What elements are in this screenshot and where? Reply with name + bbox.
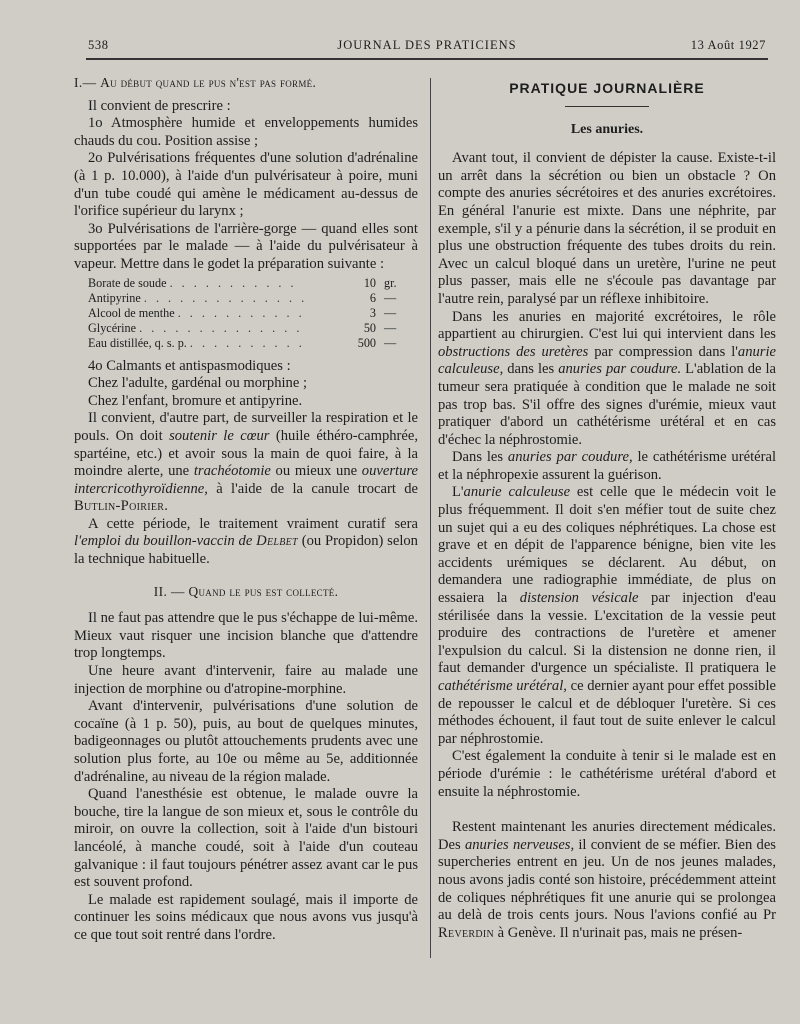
journal-title: JOURNAL DES PRATICIENS [337,38,517,52]
italic-run: anurie calculeuse [463,484,571,501]
text-run: à Genève. Il n'urinait pas, mais ne présen- [494,924,743,941]
paragraph: Une heure avant d'intervenir, faire au malade une injection de morphine ou d'atropine-morphine. [74,663,418,697]
paragraph [74,410,418,516]
recipe-qty: 10 [363,275,376,290]
page-header [88,38,766,60]
ingredient-name: Borate de soude [88,275,167,290]
page-number: 538 [88,38,109,52]
leader-dots: . . . . . . . . . . . [177,305,305,320]
section-1-number: I.— [74,75,101,90]
smallcaps-run: Butlin-Poirier. [74,498,169,515]
recipe-row [88,336,406,351]
ingredient-name: Glycérine [88,321,137,336]
recipe-ingredient [88,336,342,351]
section-2-number: II. — [153,583,189,599]
recipe-qty: 3 [369,305,376,320]
text-run: Il convient, d'autre part, de surveiller la respiration et le pouls. On doit [74,410,418,444]
article-title: Les anuries. [570,121,644,137]
paragraph: Il convient de prescrire : [88,97,231,114]
text-run: dans les [503,361,559,378]
text-run: à l'aide de la canule trocart de [207,480,418,497]
text-run: Restent maintenant les anuries directement médicales. Des [438,819,776,853]
text-run: (huile éthéro-camphrée, spartéine, etc.) et avoir sous la main de quoi faire, à la moindre alerte, une [74,427,419,480]
italic-run: obstructions des uretères [438,343,589,360]
italic-run [74,533,298,549]
paragraph [438,449,776,484]
leader-dots: . . . . . . . . . . [189,336,305,351]
text-run: ce dernier ayant pour effet possible de repousser le calcul et de débloquer l'uretère. Si ces méthodes échouent, il faut tout de suite enlever le calcul par néphrostomie. [438,678,776,747]
section-1-heading [74,74,418,92]
italic-run: trachéotomie [193,463,271,480]
text-run: Dans les [452,449,508,466]
paragraph: 2o Pulvérisations fréquentes d'une solution d'adrénaline (à 1 p. 10.000), à l'aide d'un pulvérisateur à poire, muni d'un tube coudé qui amène le médicament au-dessus de l'orifice supérieur du larynx ; [74,150,418,220]
paragraph: Quand l'anesthésie est obtenue, le malade ouvre la bouche, tire la langue de son mieux et, sous le contrôle du miroir, on ouvre la collection, soit à l'aide d'un bistouri lancéolé, à manche coudé, soit à l'aide d'un couteau galvanique : il faut toujours pénétrer assez avant car le pus est souvent profond. [74,786,418,891]
text-run: est celle que le médecin voit le plus fréquemment. Il doit s'en méfier tout de suite chez un sujet qui a eu des coliques néphrétiques. La chose est grave et en dépit de l'apparence bénigne, bien vite les accidents urémiques se déclarent. Au début, on demandera une radiographie immédiate, de plus on essaiera la [438,484,777,607]
leader-dots: . . . . . . . . . . . . . . [139,321,303,336]
paragraph: Il ne faut pas attendre que le pus s'échappe de lui-même. Mieux vaut risquer une incision blanche que d'attendre trop longtemps. [74,610,418,662]
italic-run: cathétérisme urétéral, [438,678,567,694]
text-run: L' [452,484,464,501]
recipe-ingredient [88,321,342,336]
text-run: Dans les anuries en majorité excrétoires, le rôle appartient au chirurgien. C'est lui qui intervient dans les [438,308,776,343]
text-run: par injection d'eau stérilisée dans la vessie. L'excitation de la vessie peut produire des contractions de l'uretère et amener l'expulsion du calcul. Si la distension ne donne rien, il faut demander d'urgence un spécialiste. Il pratiquera le [438,590,776,677]
smallcaps-run: Reverdin [438,924,495,941]
italic-run: anuries nerveuses, [464,836,575,853]
text-run: ou mieux une [270,463,362,480]
text-run: il convient de se méfier. Bien des supercheries entrent en jeu. Un de nos jeunes malades, nous avons jadis conté son histoire, précédemment atteint de coliques néphrétiques fit une anurie qui se prolongea au delà de trois cents jours. Nous l'avions confié au Pr [438,836,776,924]
paragraph: C'est également la conduite à tenir si le malade est en période d'urémie : le cathétérisme urétéral d'abord et ensuite la néphrostomie. [438,748,776,800]
recipe-ingredient [88,276,342,291]
paragraph: Avant d'intervenir, pulvérisations d'une solution de cocaïne (à 1 p. 50), puis, au bout de quelques minutes, badigeonnages ou plutôt attouchements prudents avec une solution plus forte, au 10e ou même au 5e, additionnée d'adrénaline, au niveau de la région malade. [74,698,418,785]
text-run: A cette période, le traitement vraiment curatif sera [88,515,418,532]
leader-dots: . . . . . . . . . . . [169,275,297,290]
text-run: L'ablation de la tumeur sera pratiquée à condition que le malade ne soit pas trop bas. S'il offre des signes d'urémie, mieux vaut pratiquer d'abord un cathétérisme urétéral et en cas d'échec la néphrostomie. [438,361,776,448]
right-column [438,74,776,942]
recipe-row [88,306,406,321]
paragraph [438,309,776,450]
recipe-unit: — [384,336,397,351]
column-divider [430,78,431,958]
italic-run: anuries par coudure, [507,449,633,466]
paragraph: Chez l'adulte, gardénal ou morphine ; [88,375,308,392]
section-2-title: Quand le pus est collecté. [188,583,339,599]
paragraph: Chez l'enfant, bromure et antipyrine. [88,392,303,409]
italic-run: distension vésicale [519,590,639,607]
recipe-ingredient [88,306,342,321]
recipe-table [88,276,406,352]
rubric-rule [565,106,649,107]
recipe-unit: — [384,305,397,320]
header-rule [86,58,768,60]
paragraph: Le malade est rapidement soulagé, mais il importe de continuer les soins médicaux que nous avons vus jusqu'à ce que tout soit rentré dans l'ordre. [74,891,418,943]
paragraph: Avant tout, il convient de dépister la cause. Existe-t-il un arrêt dans la sécrétion ou bien un obstacle ? On compte des anuries sécrétoires et des anuries excrétoires. En général l'anurie est mixte. Dans une néphrite, par exemple, s'il y a pénurie dans la sécrétion, il se produit en plus une obstruction fréquente des tubes droits du rein. Avec un calcul bloqué dans un uretère, l'urine ne peut plus passer, mais elle ne s'écoule pas davantage par l'autre rein, paralysé par un réflexe inhibitoire. [438,150,776,307]
paragraph [438,484,776,748]
paragraph-gap [438,801,776,819]
section-1-title: Au début quand le pus n'est pas formé. [100,75,317,90]
recipe-ingredient [88,291,342,306]
text-run: par compression dans l' [588,343,738,360]
issue-date: 13 Août 1927 [690,38,766,52]
italic-text: l'emploi du bouillon-vaccin de [74,533,257,550]
italic-run: soutenir le cœur [169,427,270,444]
rubric-heading: PRATIQUE JOURNALIÈRE [509,80,705,96]
left-column [74,74,418,945]
paragraph [74,516,418,569]
text-run: le cathétérisme urétéral et la néphropexie assurent la guérison. [438,449,776,483]
recipe-qty: 50 [363,321,376,336]
italic-run: ouverture intercricothyroïdienne, [74,463,418,497]
paragraph: 1o Atmosphère humide et enveloppements humides chauds du cou. Position assise ; [74,115,418,149]
section-2-heading [74,583,418,601]
ingredient-name: Eau distillée, q. s. p. [88,336,187,351]
recipe-row [88,276,406,291]
italic-run: anurie calculeuse, [438,343,777,378]
paragraph: 4o Calmants et antispasmodiques : [88,357,291,374]
paragraph: 3o Pulvérisations de l'arrière-gorge — quand elles sont supportées par le malade — à l'aide du pulvérisateur à vapeur. Mettre dans le godet la préparation suivante : [74,220,418,272]
recipe-unit: — [384,290,397,305]
leader-dots: . . . . . . . . . . . . . . [143,290,308,305]
recipe-qty: 6 [369,290,376,305]
recipe-row [88,321,406,336]
paragraph [438,819,776,942]
recipe-row [88,291,406,306]
ingredient-name: Alcool de menthe [88,305,175,320]
recipe-qty: 500 [357,336,376,351]
recipe-unit: gr. [384,275,397,290]
smallcaps-run: Delbet [256,533,298,550]
text-run: (ou Propidon) selon la technique habituelle. [74,533,418,568]
italic-run: anuries par coudure. [558,361,682,378]
ingredient-name: Antipyrine [88,290,141,305]
recipe-unit: — [384,321,397,336]
